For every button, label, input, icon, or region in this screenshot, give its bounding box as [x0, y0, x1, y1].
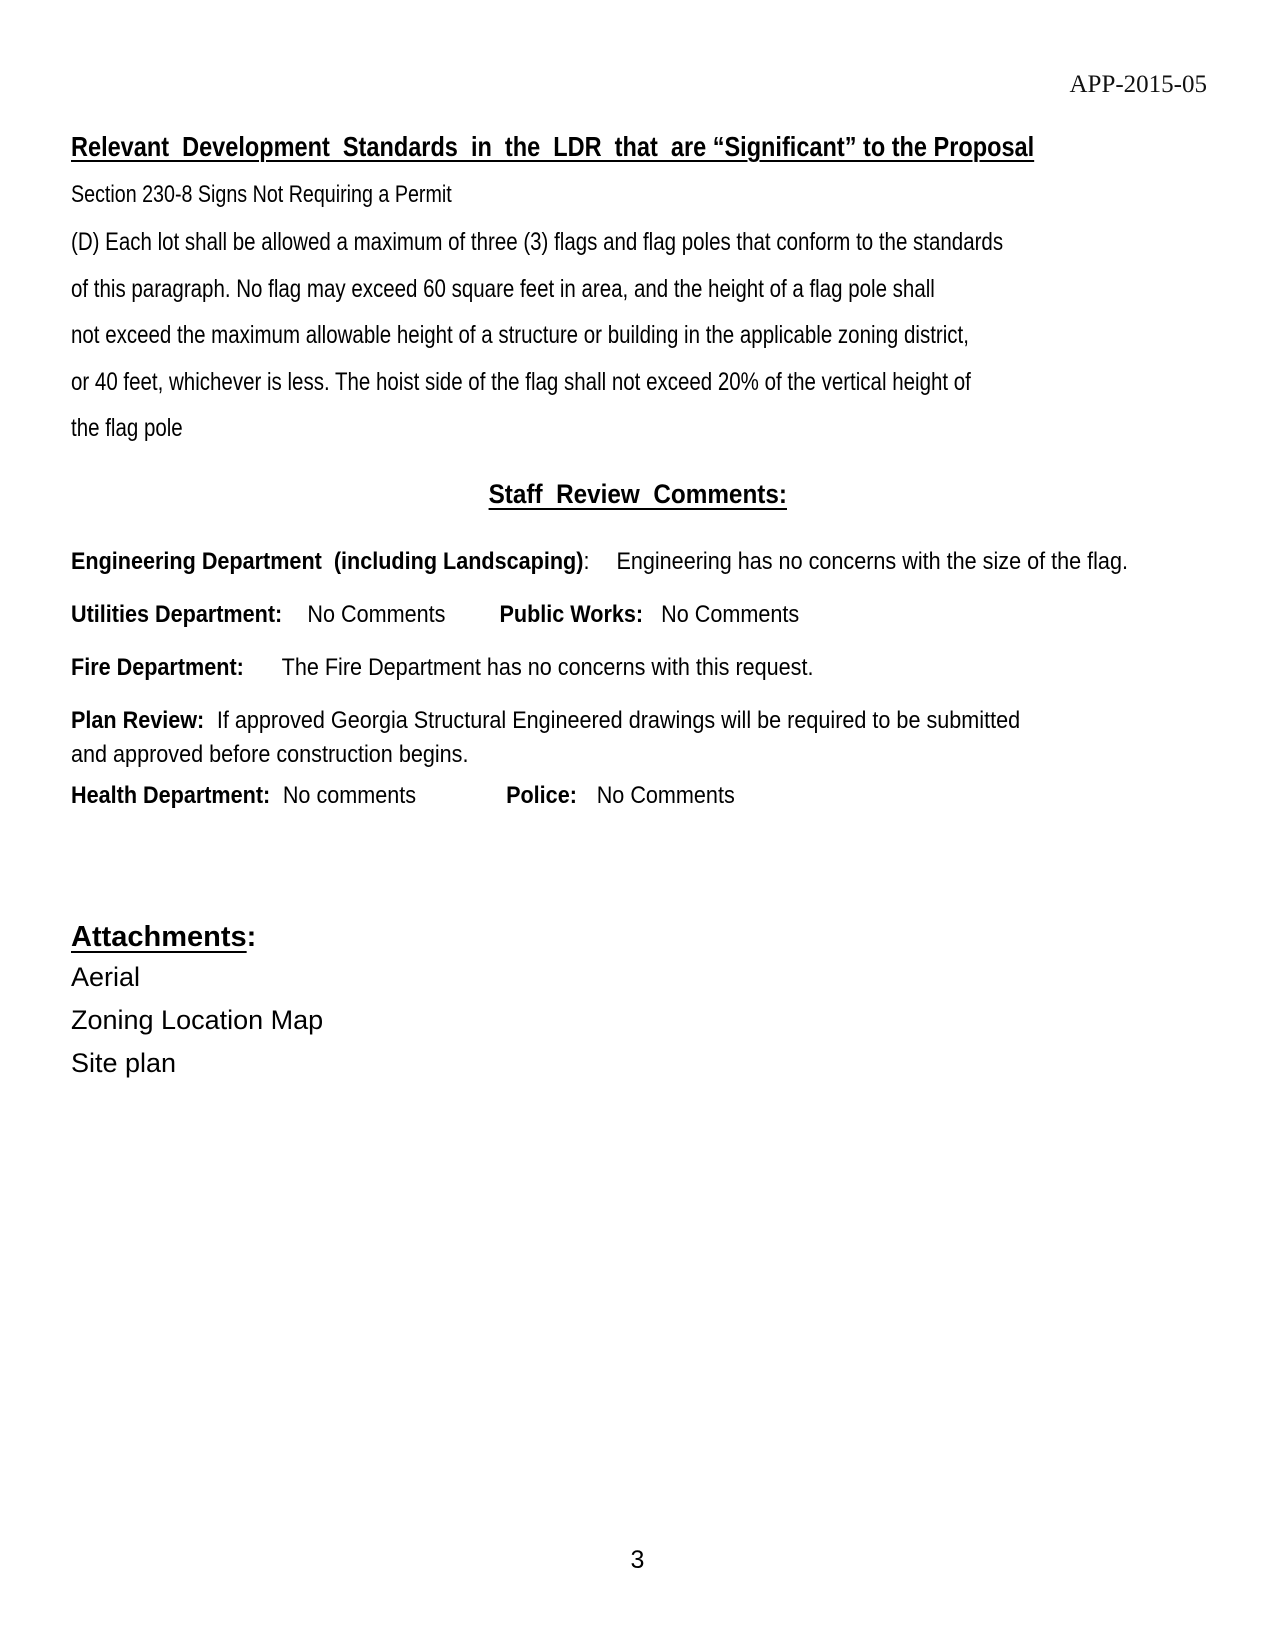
attachments-heading-text: Attachments: [71, 921, 247, 953]
section-line-text: Section 230-8 Signs Not Requiring a Permit: [71, 181, 452, 208]
public-works-comment: No Comments: [661, 601, 800, 628]
plan-review-label: Plan Review:: [71, 707, 205, 734]
police-label: Police:: [506, 782, 577, 809]
paragraph-line: not exceed the maximum allowable height of a structure or building in the applicable zoning district,: [71, 321, 969, 349]
fire-comment: The Fire Department has no concerns with this request.: [281, 654, 814, 681]
doc-reference: APP-2015-05: [1069, 71, 1207, 98]
engineering-label: Engineering Department (including Landscaping): [71, 548, 584, 575]
comment-row-utilities-publicworks: [71, 601, 880, 629]
page-number: 3: [630, 1546, 645, 1574]
standards-title-text: Relevant Development Standards in the LDR that are “Significant” to the Proposal: [71, 131, 1035, 162]
plan-review-comment-line: If approved Georgia Structural Engineered drawings will be required to be submitted: [216, 707, 1021, 734]
police-comment: No Comments: [596, 782, 735, 809]
standards-title: [71, 131, 1218, 163]
attachment-item: Zoning Location Map: [71, 1005, 324, 1035]
paragraph-line: of this paragraph. No flag may exceed 60 square feet in area, and the height of a flag pole shall: [71, 274, 935, 303]
paragraph-line: (D) Each lot shall be allowed a maximum of three (3) flags and flag poles that conform to the standards: [71, 228, 1004, 256]
engineering-separator: :: [583, 548, 590, 575]
attachment-item: Aerial: [71, 962, 141, 992]
engineering-comment: Engineering has no concerns with the size of the flag.: [616, 548, 1128, 575]
staff-review-heading: [0, 479, 1275, 510]
utilities-comment: No Comments: [307, 601, 446, 628]
standards-paragraph: [71, 219, 1208, 452]
paragraph-line: the flag pole: [71, 414, 183, 442]
attachments-heading: [71, 921, 256, 954]
health-label: Health Department:: [71, 782, 271, 809]
comment-row-health-police: [71, 782, 809, 810]
comment-row-plan-review: [71, 704, 1126, 772]
attachment-item: Site plan: [71, 1048, 177, 1078]
comment-row-engineering: [71, 548, 1245, 576]
paragraph-line: or 40 feet, whichever is less. The hoist side of the flag shall not exceed 20% of the vertical height of: [71, 367, 971, 396]
plan-review-comment-line: and approved before construction begins.: [71, 741, 469, 768]
attachments-list: [71, 956, 323, 1085]
section-line: [71, 181, 535, 209]
utilities-label: Utilities Department:: [71, 601, 283, 628]
public-works-label: Public Works:: [499, 601, 644, 628]
comment-row-fire: [71, 654, 896, 682]
health-comment: No comments: [282, 782, 417, 809]
fire-label: Fire Department:: [71, 654, 244, 681]
staff-review-heading-text: Staff Review Comments:: [488, 479, 787, 509]
attachments-heading-colon: :: [246, 921, 257, 953]
